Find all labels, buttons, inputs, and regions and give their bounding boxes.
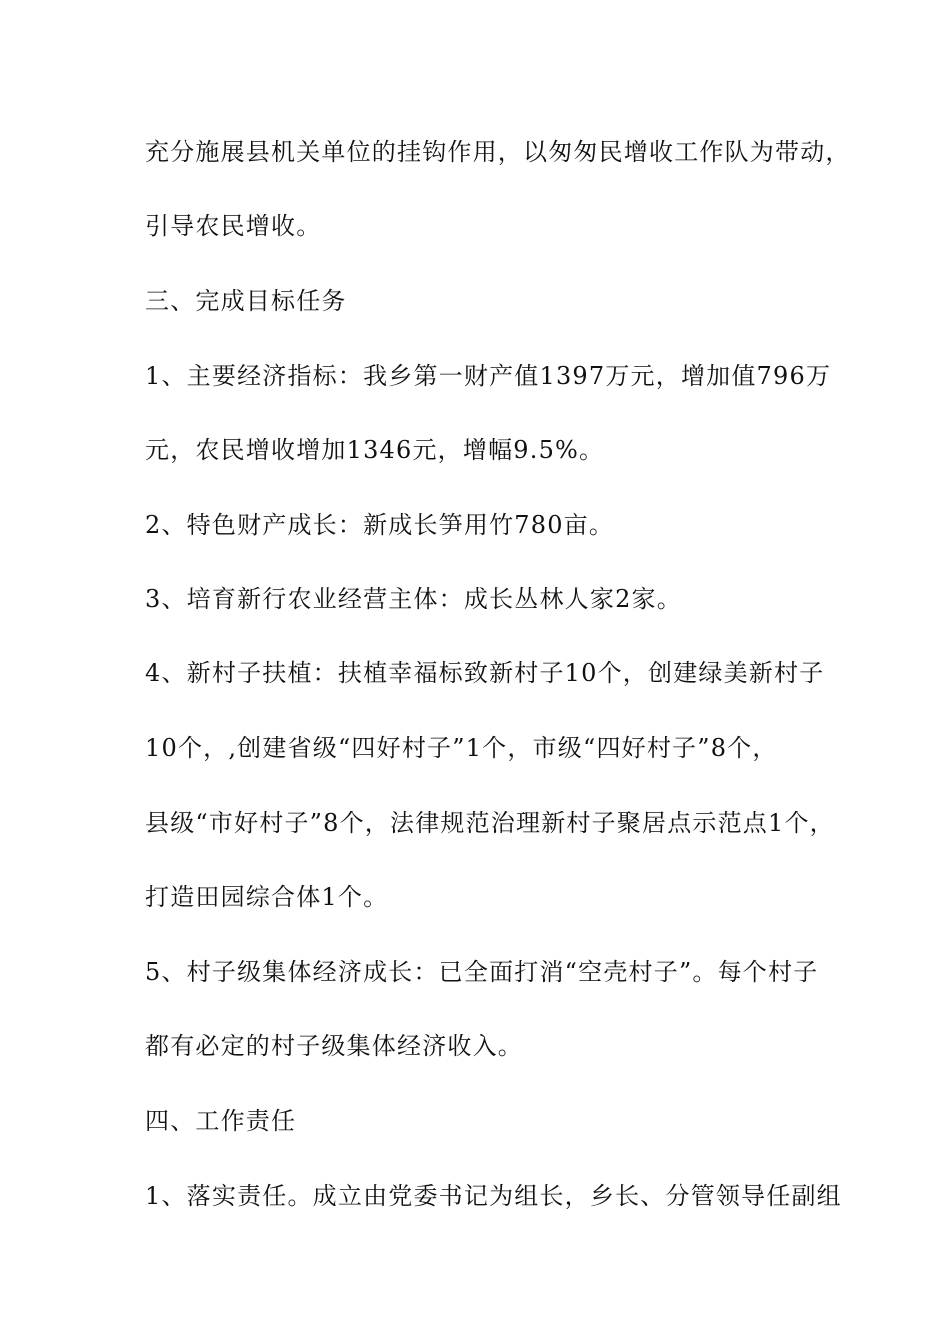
text-line: 充分施展县机关单位的挂钩作用，以匆匆民增收工作队为带动， [145, 138, 851, 166]
text-line: 10个，,创建省级“四好村子”1个，市级“四好村子”8个， [145, 734, 778, 762]
text-line: 元，农民增收增加1346元，增幅9.5%。 [145, 436, 605, 464]
text-line: 4、新村子扶植：扶植幸福标致新村子10个，创建绿美新村子 [145, 659, 825, 687]
text-line: 2、特色财产成长：新成长笋用竹780亩。 [145, 511, 615, 539]
text-line: 引导农民增收。 [145, 212, 322, 240]
text-line: 1、主要经济指标：我乡第一财产值1397万元，增加值796万 [145, 362, 832, 390]
text-line: 5、村子级集体经济成长：已全面打消“空壳村子”。每个村子 [145, 958, 819, 986]
section-heading: 四、工作责任 [145, 1107, 297, 1135]
text-line: 3、培育新行农业经营主体：成长丛林人家2家。 [145, 585, 682, 613]
text-line: 1、落实责任。成立由党委书记为组长，乡长、分管领导任副组 [145, 1182, 842, 1210]
text-line: 都有必定的村子级集体经济收入。 [145, 1032, 523, 1060]
section-heading: 三、完成目标任务 [145, 287, 347, 315]
text-line: 县级“市好村子”8个，法律规范治理新村子聚居点示范点1个， [145, 809, 835, 837]
text-line: 打造田园综合体1个。 [145, 883, 389, 911]
